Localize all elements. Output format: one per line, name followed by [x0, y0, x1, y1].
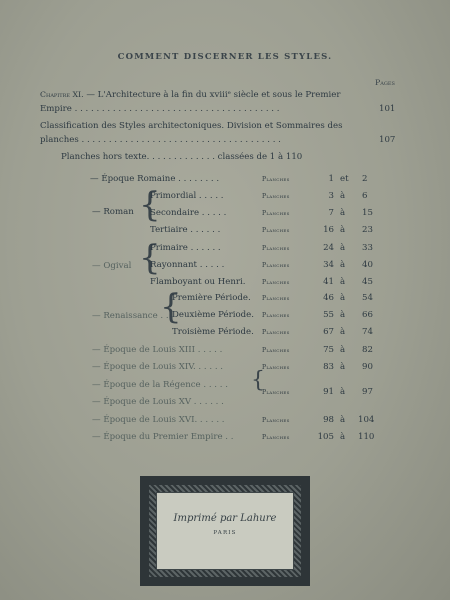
plates-word: Planches [262, 312, 290, 319]
printer-imprint-frame [140, 476, 310, 586]
row-sep: à [340, 225, 346, 235]
row-sep: à [340, 362, 346, 372]
plates-word: Planches [262, 279, 290, 286]
classification-line-2: planches . . . . . . . . . . . . . . . . . . . . . . . . . . . . . . . . . . . . . [40, 135, 281, 145]
plates-summary: Planches hors texte. . . . . . . . . . . . . classées de 1 à 110 [61, 152, 303, 162]
row-sep: à [340, 293, 346, 303]
chapter-11-page: 101 [379, 104, 396, 114]
row-label: Flamboyant ou Henri. [150, 277, 246, 287]
row-label: — Époque Romaine . . . . . . . . [90, 174, 220, 184]
row-sep: à [340, 243, 346, 253]
row-to: 90 [362, 362, 373, 372]
brace-renaissance: { [160, 287, 182, 327]
brace-roman: { [139, 185, 161, 225]
row-label: Secondaire . . . . . [150, 208, 227, 218]
row-label: Première Période. [172, 293, 251, 303]
row-from: 3 [328, 191, 334, 201]
chapter-title: — L'Architecture à la fin du xviiiᵉ siècle et sous le Premier [86, 90, 341, 100]
plates-word: Planches [262, 295, 290, 302]
page-title: COMMENT DISCERNER LES STYLES. [117, 52, 333, 62]
row-to: 23 [362, 225, 373, 235]
row-to: 6 [362, 191, 368, 201]
row-to: 110 [358, 432, 375, 442]
row-sep: à [340, 345, 346, 355]
plates-word: Planches [262, 329, 290, 336]
brace-ogival: { [139, 238, 161, 278]
row-label: Tertiaire . . . . . . [150, 225, 221, 235]
row-label: Rayonnant . . . . . [150, 260, 225, 270]
row-label: — Époque du Premier Empire . . [92, 432, 234, 442]
plates-word: Planches [262, 210, 290, 217]
chapter-title-cont: Empire [40, 104, 72, 114]
pages-column-header: Pages [375, 78, 395, 87]
row-from: 91 [323, 387, 334, 397]
chapter-label: Chapitre XI. [40, 90, 84, 99]
row-from: 24 [323, 243, 334, 253]
row-sep: à [340, 415, 346, 425]
row-to: 2 [362, 174, 368, 184]
brace-plates: { [251, 368, 265, 393]
group-renaissance: — Renaissance . . [92, 311, 169, 321]
row-from: 16 [323, 225, 334, 235]
group-roman: — Roman [92, 207, 134, 217]
row-from: 41 [323, 277, 334, 287]
row-label: Primordial . . . . . [150, 191, 224, 201]
row-to: 33 [362, 243, 373, 253]
plates-word: Planches [262, 389, 290, 396]
chapter-11-continuation: Empire . . . . . . . . . . . . . . . . . . . . . . . . . . . . . . . . . . . . . . [40, 104, 280, 114]
row-to: 54 [362, 293, 373, 303]
row-label: Troisième Période. [172, 327, 254, 337]
row-to: 15 [362, 208, 373, 218]
row-from: 83 [323, 362, 334, 372]
row-label: Deuxième Période. [172, 310, 254, 320]
row-from: 75 [323, 345, 334, 355]
plates-word: Planches [262, 193, 290, 200]
row-from: 1 [328, 174, 334, 184]
printer-city: PARIS [213, 530, 237, 536]
row-to: 40 [362, 260, 373, 270]
row-sep: et [340, 174, 349, 184]
row-sep: à [340, 208, 346, 218]
plates-word: Planches [262, 347, 290, 354]
row-from: 55 [323, 310, 334, 320]
classification-cont: planches [40, 135, 79, 145]
row-from: 34 [323, 260, 334, 270]
row-label: — Époque de Louis XIV. . . . . . [92, 362, 224, 372]
plates-word: Planches [262, 245, 290, 252]
ornamental-border [149, 485, 301, 577]
imprint-card [156, 492, 294, 570]
printer-name: Imprimé par Lahure [173, 513, 277, 524]
row-label: — Époque de la Régence . . . . . [92, 380, 228, 390]
row-sep: à [340, 260, 346, 270]
plates-word: Planches [262, 227, 290, 234]
row-from: 67 [323, 327, 334, 337]
plates-word: Planches [262, 417, 290, 424]
classification-page: 107 [379, 135, 396, 145]
row-sep: à [340, 327, 346, 337]
row-to: 82 [362, 345, 373, 355]
plates-word: Planches [262, 434, 290, 441]
row-from: 98 [323, 415, 334, 425]
row-to: 104 [358, 415, 375, 425]
row-from: 46 [323, 293, 334, 303]
row-sep: à [340, 432, 346, 442]
row-label: Primaire . . . . . . [150, 243, 221, 253]
group-ogival: — Ogival [92, 261, 132, 271]
row-to: 97 [362, 387, 373, 397]
row-to: 74 [362, 327, 373, 337]
row-to: 45 [362, 277, 373, 287]
plates-word: Planches [262, 262, 290, 269]
chapter-11-line [40, 90, 340, 100]
row-label: — Époque de Louis XVI. . . . . . [92, 415, 225, 425]
row-sep: à [340, 310, 346, 320]
plates-word: Planches [262, 176, 290, 183]
row-from: 105 [317, 432, 334, 442]
row-sep: à [340, 277, 346, 287]
row-label: — Époque de Louis XIII . . . . . [92, 345, 223, 355]
row-from: 7 [328, 208, 334, 218]
row-sep: à [340, 191, 346, 201]
classification-line-1: Classification des Styles architectoniques. Division et Sommaires des [40, 121, 343, 131]
plates-word: Planches [262, 364, 290, 371]
row-label: — Époque de Louis XV . . . . . . [92, 397, 224, 407]
row-sep: à [340, 387, 346, 397]
row-to: 66 [362, 310, 373, 320]
